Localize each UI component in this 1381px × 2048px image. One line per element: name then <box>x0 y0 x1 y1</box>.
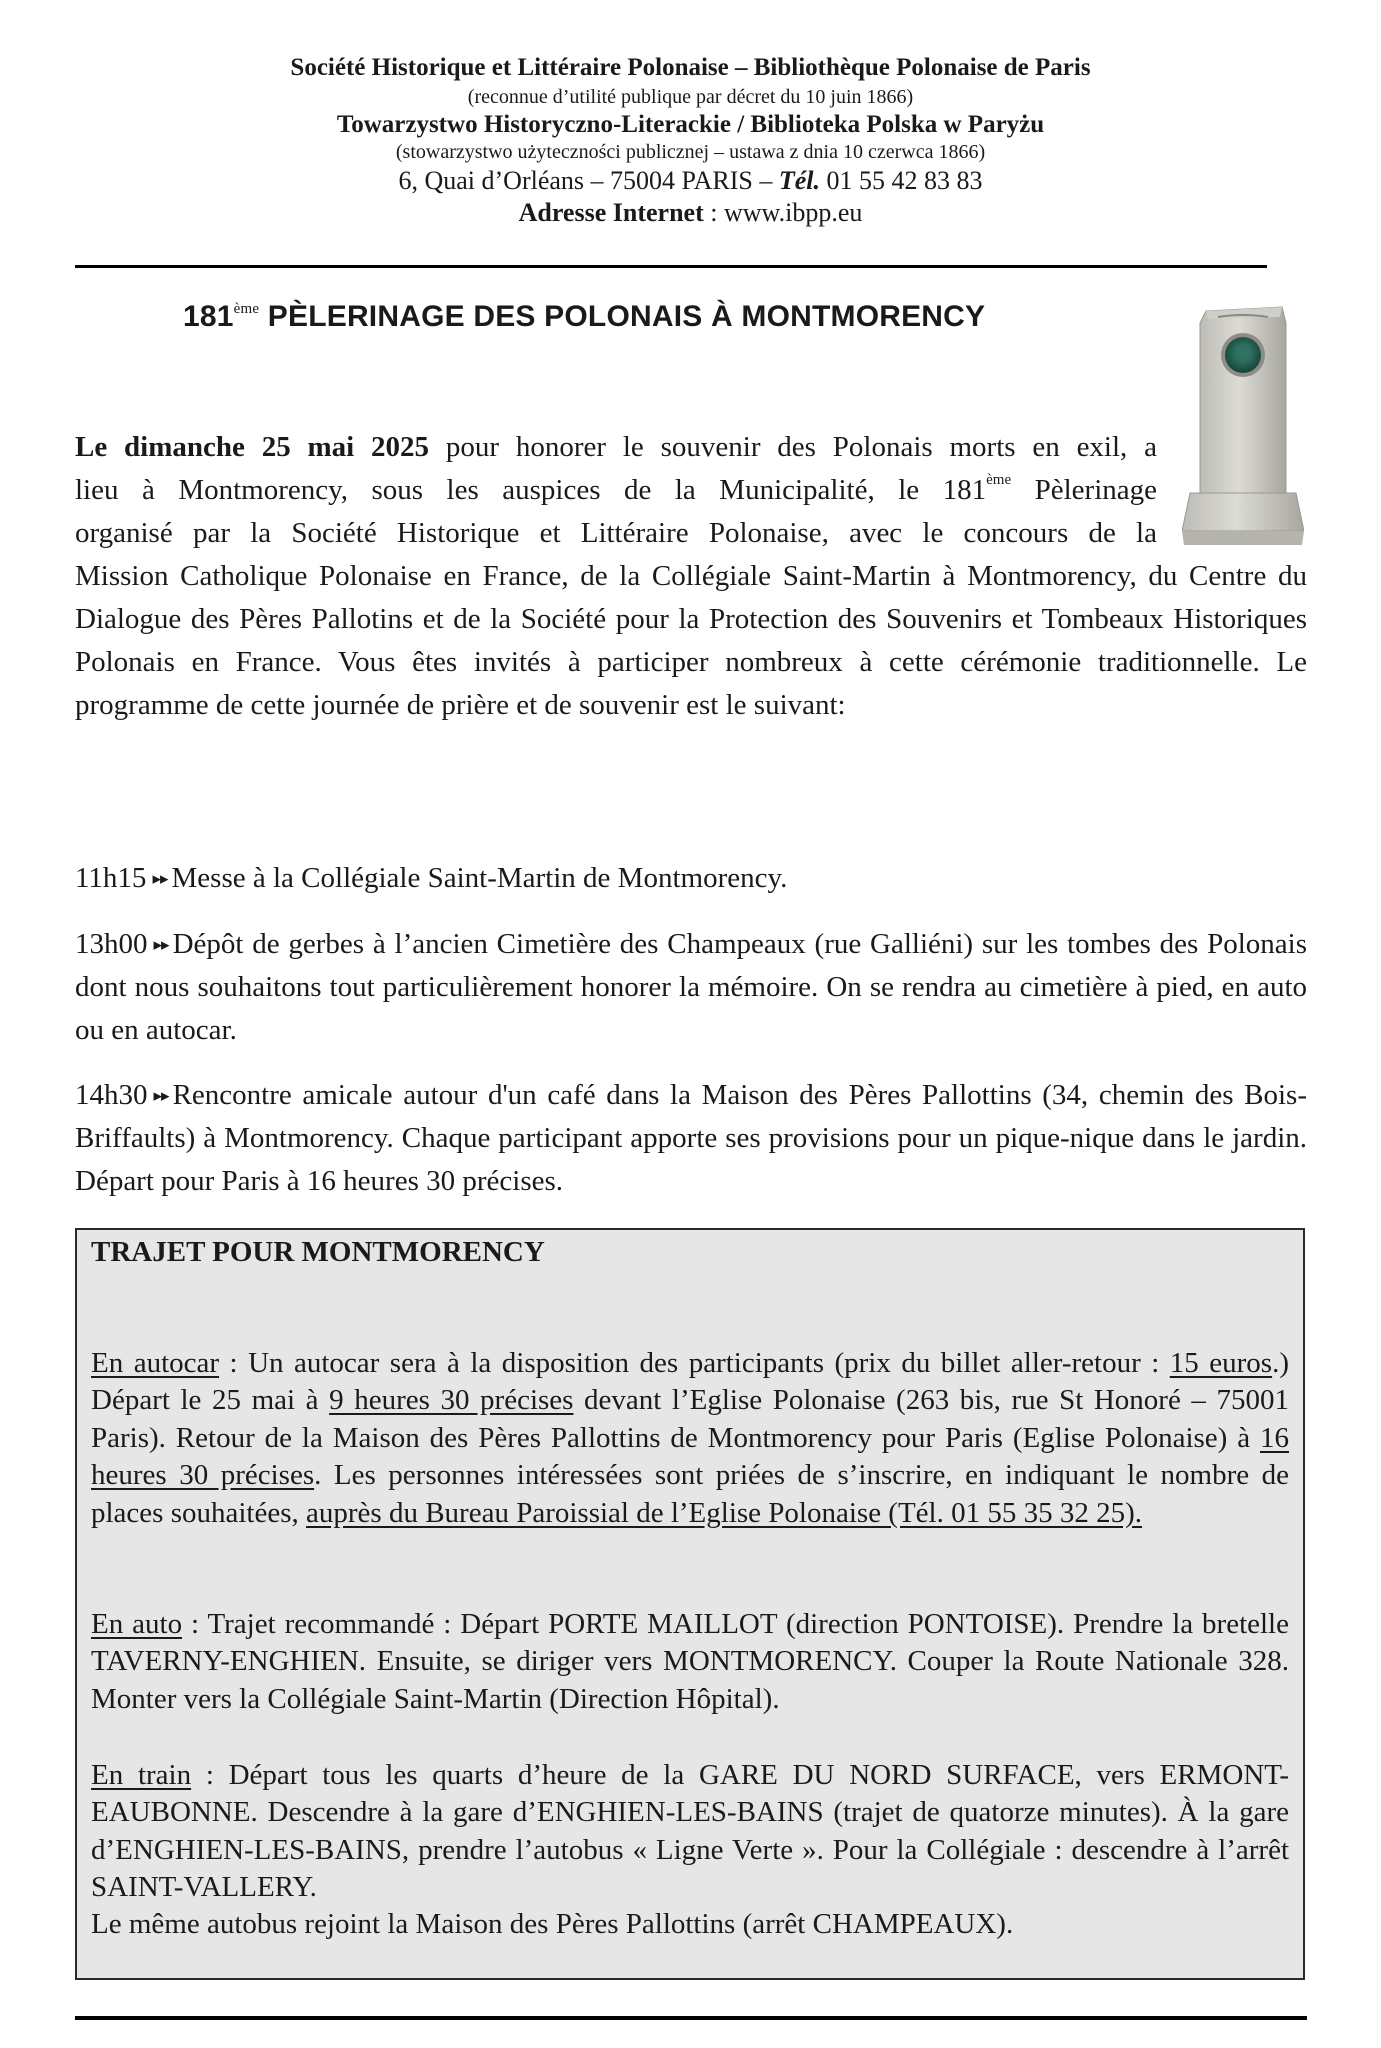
program-text: Dépôt de gerbes à l’ancien Cimetière des Champeaux (rue Galliéni) sur les tombes des Polonais dont nous souhaitons tout particulièrement honorer la mémoire. On se rendra au cimetière à pied, en auto ou en autocar. <box>75 928 1307 1046</box>
program-text: Rencontre amicale autour d'un café dans la Maison des Pères Pallottins (34, chemin des Bois-Briffaults) à Montmorency. Chaque participant apporte ses provisions pour un pique-nique dans le jardin. Départ pour Paris à 16 heures 30 précises. <box>75 1079 1307 1197</box>
travel-train: En train : Départ tous les quarts d’heure de la GARE DU NORD SURFACE, vers ERMONT-EAUBONNE. Descendre à la gare d’ENGHIEN-LES-BAINS (trajet de quatorze minutes). À la gare d’ENGHIEN-LES-BAINS, prendre l’autobus « Ligne Verte ». Pour la Collégiale : descendre à l’arrêt SAINT-VALLERY. <box>91 1759 1289 1904</box>
program-time: 14h30 <box>75 1079 148 1111</box>
web-value: : www.ibpp.eu <box>703 198 863 227</box>
monument-image <box>1182 297 1304 549</box>
intro-line-2: lieu à Montmorency, sous les auspices de la Municipalité, le 181ème Pèlerinage <box>75 472 1158 506</box>
travel-title: TRAJET POUR MONTMORENCY <box>91 1236 545 1268</box>
web-line <box>0 198 1381 228</box>
header-divider <box>75 265 1267 268</box>
org-note-pl: (stowarzystwo użyteczności publicznej – ustawa z dnia 10 czerwca 1866) <box>395 141 986 163</box>
intro-line-1: Le dimanche 25 mai 2025 pour honorer le souvenir des Polonais morts en exil, a <box>75 431 1157 463</box>
autocar-label: En autocar <box>91 1347 220 1379</box>
arrow-icon: ▸▸ <box>152 869 168 888</box>
footer-divider <box>75 2016 1307 2020</box>
program-item <box>75 1074 1307 1203</box>
travel-auto: En auto : Trajet recommandé : Départ PORTE MAILLOT (direction PONTOISE). Prendre la bretelle TAVERNY-ENGHIEN. Ensuite, se diriger vers MONTMORENCY. Couper la Route Nationale 328. Monter vers la Collégiale Saint-Martin (Direction Hôpital). <box>91 1608 1289 1715</box>
address: 6, Quai d’Orléans – 75004 PARIS – <box>398 166 779 195</box>
intro-paragraph-top <box>75 426 1157 555</box>
web-label: Adresse Internet <box>518 198 704 227</box>
train-label: En train <box>91 1759 192 1791</box>
travel-info-box <box>75 1228 1305 1980</box>
program-time: 11h15 <box>75 862 147 894</box>
program-item <box>75 923 1307 1052</box>
program-item <box>75 857 1307 900</box>
program-time: 13h00 <box>75 928 148 960</box>
org-name-pl: Towarzystwo Historyczno-Literackie / Biblioteka Polska w Paryżu <box>336 111 1045 138</box>
intro-paragraph-rest: Mission Catholique Polonaise en France, de la Collégiale Saint-Martin à Montmorency, du Centre du Dialogue des Pères Pallotins et de la Société pour la Protection des Souvenirs et Tombeaux Historiques Polonais en France. Vous êtes invités à participer nombreux à cette cérémonie traditionnelle. Le programme de cette journée de prière et de souvenir est le suivant: <box>75 560 1307 721</box>
intro-line-3: organisé par la Société Historique et Littéraire Polonaise, avec le concours de la <box>75 517 1157 549</box>
tel-number: 01 55 42 83 83 <box>820 166 983 195</box>
org-note-fr: (reconnue d’utilité publique par décret du 10 juin 1866) <box>467 86 914 108</box>
program-text: Messe à la Collégiale Saint-Martin de Montmorency. <box>171 862 788 894</box>
tel-label: Tél. <box>778 166 821 195</box>
bureau-contact: auprès du Bureau Paroissial de l’Eglise Polonaise (Tél. 01 55 35 32 25). <box>306 1496 1143 1529</box>
travel-autocar: En autocar : Un autocar sera à la disposition des participants (prix du billet aller-retour : 15 euros.) Départ le 25 mai à 9 heures 30 précises devant l’Eglise Polonaise (263 bis, rue St Honoré – 75001 Paris). Retour de la Maison des Pères Pallottins de Montmorency pour Paris (Eglise Polonaise) à 16 heures 30 précises. Les personnes intéressées sont priées de s’inscrire, en indiquant le nombre de places souhaitées, auprès du Bureau Paroissial de l’Eglise Polonaise (Tél. 01 55 35 32 25). <box>91 1347 1289 1529</box>
auto-label: En auto <box>91 1608 183 1640</box>
arrow-icon: ▸▸ <box>153 1086 169 1105</box>
address-line <box>0 166 1381 196</box>
travel-train-bus: Le même autobus rejoint la Maison des Pères Pallottins (arrêt CHAMPEAUX). <box>91 1908 1014 1940</box>
page-title: 181ème PÈLERINAGE DES POLONAIS À MONTMORENCY <box>183 300 986 333</box>
arrow-icon: ▸▸ <box>153 935 169 954</box>
org-name-fr: Société Historique et Littéraire Polonaise – Bibliothèque Polonaise de Paris <box>290 54 1091 81</box>
